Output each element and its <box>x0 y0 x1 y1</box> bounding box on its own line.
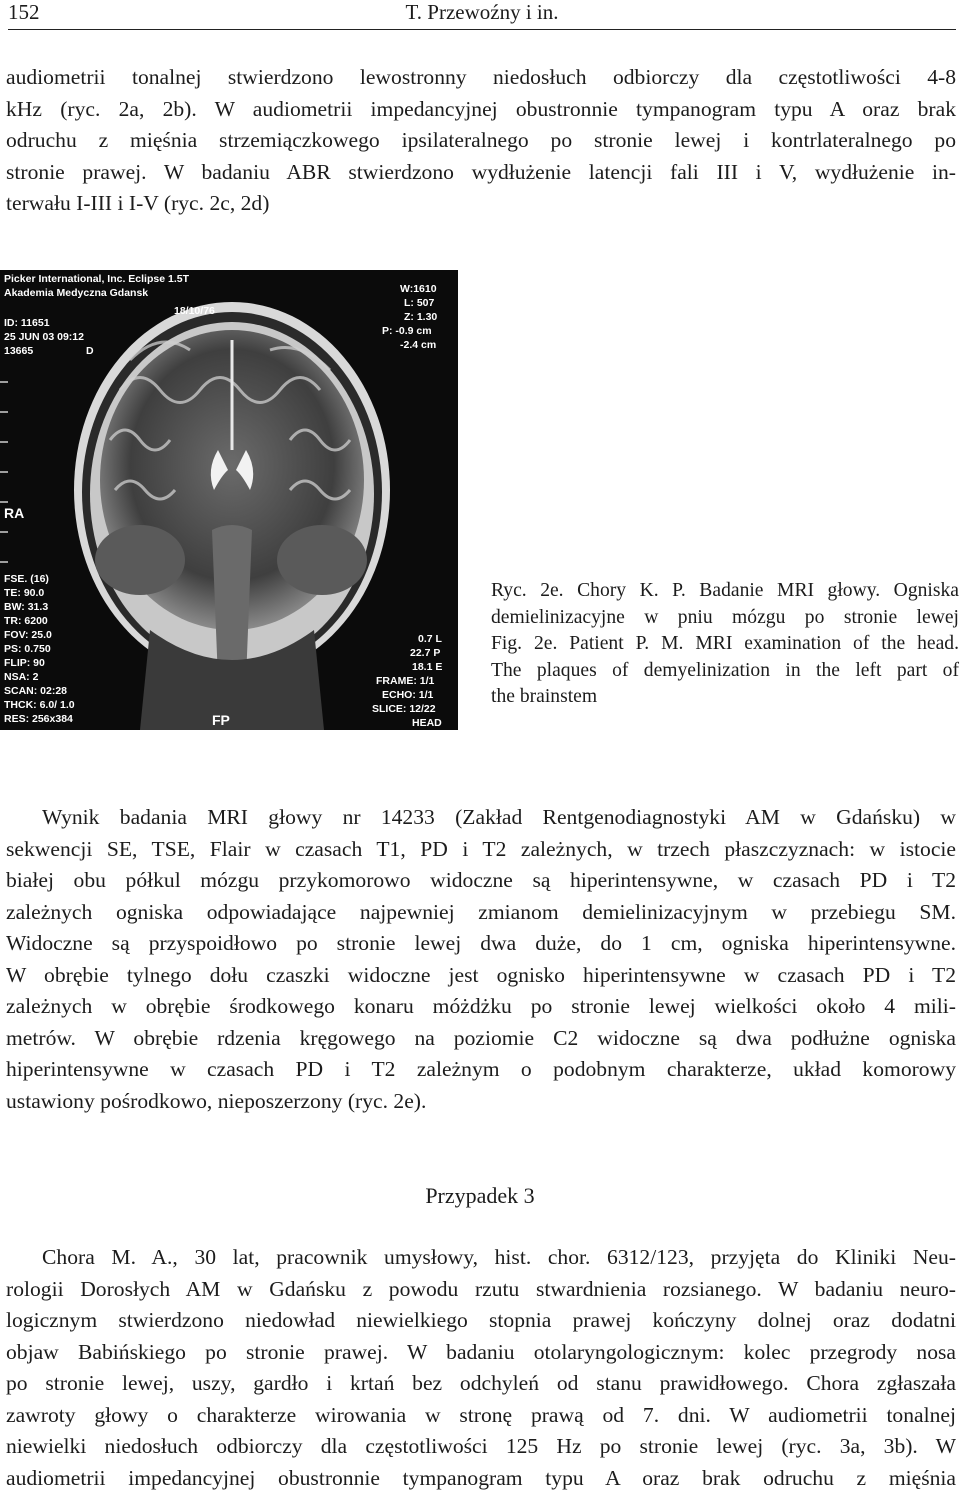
overlay-text: D <box>86 345 94 357</box>
text-line: terwału I-III i I-V (ryc. 2c, 2d) <box>6 191 270 215</box>
overlay-text: RES: 256x384 <box>4 713 73 725</box>
overlay-text: 22.7 P <box>410 647 441 659</box>
text-line: rologii Dorosłych AM w Gdańsku z powodu rzutu stwardnienia rozsianego. W badaniu neuro- <box>6 1276 956 1301</box>
overlay-text: Z: 1.30 <box>404 311 438 323</box>
figure-caption <box>491 578 959 711</box>
mri-figure <box>0 270 458 730</box>
overlay-text: SCAN: 02:28 <box>4 685 68 697</box>
overlay-text: W:1610 <box>400 283 437 295</box>
overlay-text: BW: 31.3 <box>4 601 49 613</box>
text-line: audiometrii tonalnej stwierdzono lewostronny niedosłuch odbiorczy dla częstotliwości 4-8 <box>6 65 956 89</box>
overlay-side-label: RA <box>4 505 25 521</box>
overlay-text: 18.1 E <box>412 661 443 673</box>
caption-line: demielinizacyjne w pniu mózgu po stronie lewej <box>491 606 959 628</box>
overlay-text: L: 507 <box>404 297 435 309</box>
text-line: hiperintensywne w czasach PD i T2 zależnym o podobnym charakterze, układ komorowy <box>6 1057 956 1081</box>
overlay-text: Picker International, Inc. Eclipse 1.5T <box>4 273 189 285</box>
text-line: kHz (ryc. 2a, 2b). W audiometrii impedancyjnej obustronnie tympanogram typu A oraz brak <box>6 96 956 121</box>
section-heading: Przypadek 3 <box>425 1183 535 1208</box>
overlay-text: Akademia Medyczna Gdansk <box>4 287 149 299</box>
text-line: białej obu półkul mózgu przykomorowo widoczne są hiperintensywne, w czasach PD i T2 <box>6 868 956 892</box>
overlay-text: ECHO: 1/1 <box>382 689 434 701</box>
overlay-text: FOV: 25.0 <box>4 629 52 641</box>
overlay-text: THCK: 6.0/ 1.0 <box>4 699 75 711</box>
text-line: zależnych w obrębie środkowego konaru móżdżku po stronie lewej wielkości około 4 mili- <box>6 994 956 1018</box>
overlay-text: -2.4 cm <box>400 339 437 351</box>
overlay-text: FLIP: 90 <box>4 657 45 669</box>
caption-line: Fig. 2e. Patient P. M. MRI examination of the head. <box>491 633 959 654</box>
paragraph-3 <box>6 1242 956 1494</box>
text-line: Wynik badania MRI głowy nr 14233 (Zakład Rentgenodiagnostyki AM w Gdańsku) w <box>42 805 956 829</box>
text-line: audiometrii impedancyjnej obustronnie tympanogram typu A oraz brak odruchu z mięśnia <box>6 1465 956 1490</box>
text-line: zawroty głowy o charakterze wirowania w stronę prawą od 7. dni. W audiometrii tonalnej <box>6 1402 956 1427</box>
text-line: odruchu z mięśnia strzemiączkowego ipsilateralnego po stronie lewej i kontrlateralnego po <box>6 128 956 152</box>
text-line: metrów. W obrębie rdzenia kręgowego na poziomie C2 widoczne są dwa podłużne ogniska <box>6 1025 956 1050</box>
text-line: zależnych ogniska odpowiadające najpewniej zmianom demielinizacyjnym w przebiegu SM. <box>6 899 956 924</box>
text-line: niewielki niedosłuch odbiorczy dla częstotliwości 125 Hz po stronie lewej (ryc. 3a, 3b). W <box>6 1434 956 1458</box>
overlay-text: NSA: 2 <box>4 671 39 683</box>
overlay-text: ID: 11651 <box>4 317 50 329</box>
text-line: logicznym stwierdzono niedowład niewielkiego stopnia prawej kończyny dolnej oraz dodatni <box>6 1308 956 1332</box>
paragraph-2 <box>6 802 956 1117</box>
overlay-text: 18/10/76 <box>174 305 215 317</box>
overlay-bottom-label: FP <box>212 712 230 728</box>
text-line: po stronie lewej, uszy, gardło i krtań bez odchyleń od stanu prawidłowego. Chora zgłaszała <box>6 1371 956 1395</box>
overlay-text: HEAD <box>412 717 442 729</box>
overlay-text: 0.7 L <box>418 633 442 645</box>
caption-line: the brainstem <box>491 686 598 707</box>
overlay-text: PS: 0.750 <box>4 643 51 655</box>
text-line: W obrębie tylnego dołu czaszki widoczne jest ognisko hiperintensywne w czasach PD i T2 <box>6 962 956 987</box>
page-header <box>8 0 956 28</box>
text-line: objaw Babińskiego po stronie prawej. W badaniu otolaryngologicznym: kolec przegrody nosa <box>6 1339 956 1364</box>
text-line: Chora M. A., 30 lat, pracownik umysłowy, hist. chor. 6312/123, przyjęta do Kliniki Neu- <box>42 1245 956 1269</box>
caption-line: The plaques of demyelinization in the left part of <box>491 659 959 681</box>
mri-scan-image <box>0 270 458 730</box>
overlay-text: SLICE: 12/22 <box>372 703 436 715</box>
overlay-text: 13665 <box>4 345 34 357</box>
text-line: Widoczne są przyspoidłowo po stronie lewej dwa duże, do 1 cm, ogniska hiperintensywne. <box>6 931 956 955</box>
text-line: stronie prawej. W badaniu ABR stwierdzono wydłużenie latencji fali III i V, wydłużenie in- <box>6 159 956 184</box>
page-number: 152 <box>8 0 40 24</box>
text-line: sekwencji SE, TSE, Flair w czasach T1, PD i T2 zależnych, w trzech płaszczyznach: w istocie <box>6 836 956 861</box>
paragraph-1 <box>6 62 956 220</box>
text-line: ustawiony pośrodkowo, nieposzerzony (ryc. 2e). <box>6 1088 427 1113</box>
caption-line: Ryc. 2e. Chory K. P. Badanie MRI głowy. Ogniska <box>491 580 959 601</box>
overlay-text: TR: 6200 <box>4 615 48 627</box>
header-rule <box>8 29 956 30</box>
overlay-text: 25 JUN 03 09:12 <box>4 331 84 343</box>
overlay-text: FRAME: 1/1 <box>376 675 435 687</box>
overlay-text: TE: 90.0 <box>4 587 45 599</box>
overlay-text: FSE. (16) <box>4 573 49 585</box>
running-title: T. Przewoźny i in. <box>405 0 559 24</box>
overlay-text: P: -0.9 cm <box>382 325 432 337</box>
